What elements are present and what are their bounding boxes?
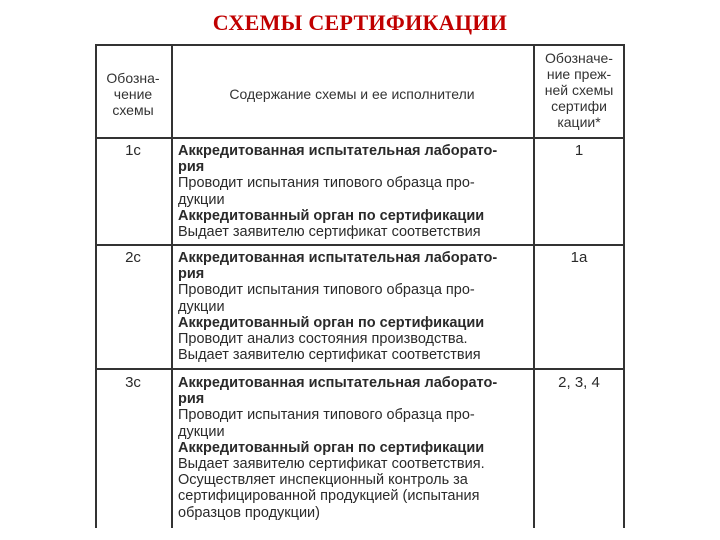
row-content <box>178 143 530 240</box>
header-code-line: схемы <box>112 102 154 118</box>
content-line: Выдает заявителю сертификат соответствия <box>178 224 481 241</box>
table-border-top <box>95 44 625 46</box>
page-title: СХЕМЫ СЕРТИФИКАЦИИ <box>212 10 508 35</box>
content-line: Аккредитованный орган по сертификации <box>178 439 485 456</box>
row-code: 1с <box>125 142 141 159</box>
row-prev-code: 1а <box>570 249 588 266</box>
content-line: Выдает заявителю сертификат соответствия. <box>178 456 485 473</box>
content-line: Проводит испытания типового образца про- <box>178 175 475 192</box>
certification-schemes-table <box>95 44 625 528</box>
content-line: дукции <box>178 298 225 315</box>
row-divider-2 <box>95 368 625 370</box>
header-content-label: Содержание схемы и ее исполнители <box>229 86 475 102</box>
column-divider-1 <box>171 44 173 528</box>
content-line: Выдает заявителю сертификат соответствия <box>178 347 481 364</box>
content-line: Проводит анализ состояния производства. <box>178 331 468 348</box>
row-content <box>178 250 530 363</box>
content-line: рия <box>178 266 205 283</box>
header-prev-line: ней схемы <box>544 82 614 98</box>
header-code <box>97 70 169 118</box>
content-line: Аккредитованный орган по сертификации <box>178 207 485 224</box>
content-line: Аккредитованная испытательная лаборато- <box>178 375 498 391</box>
content-line: Аккредитованная испытательная лаборато- <box>178 250 498 266</box>
content-line: дукции <box>178 191 225 208</box>
header-prev-line: Обозначе- <box>545 50 613 66</box>
content-line: Аккредитованный орган по сертификации <box>178 314 485 331</box>
row-prev-code: 1 <box>574 142 584 159</box>
header-code-line: Обозна- <box>106 70 160 86</box>
content-line: Проводит испытания типового образца про- <box>178 407 475 424</box>
table-border-right <box>623 44 625 528</box>
content-line: образцов продукции) <box>178 504 320 521</box>
header-prev-line: ние преж- <box>546 66 612 82</box>
content-line: Аккредитованная испытательная лаборато- <box>178 143 498 159</box>
header-content <box>173 86 531 102</box>
row-prev-code: 2, 3, 4 <box>558 374 600 391</box>
content-line: дукции <box>178 423 225 440</box>
row-divider-1 <box>95 244 625 246</box>
content-line: сертифицированной продукцией (испытания <box>178 488 480 505</box>
header-prev-line: кации* <box>557 114 601 130</box>
header-divider <box>95 137 625 139</box>
row-code: 2с <box>125 249 141 266</box>
row-content <box>178 375 530 521</box>
header-prev <box>535 50 623 130</box>
content-line: рия <box>178 391 205 408</box>
header-code-line: чение <box>113 86 153 102</box>
content-line: Осуществляет инспекционный контроль за <box>178 472 468 489</box>
header-prev-line: сертифи <box>551 98 607 114</box>
row-code: 3с <box>125 374 141 391</box>
content-line: Проводит испытания типового образца про- <box>178 282 475 299</box>
content-line: рия <box>178 159 205 176</box>
